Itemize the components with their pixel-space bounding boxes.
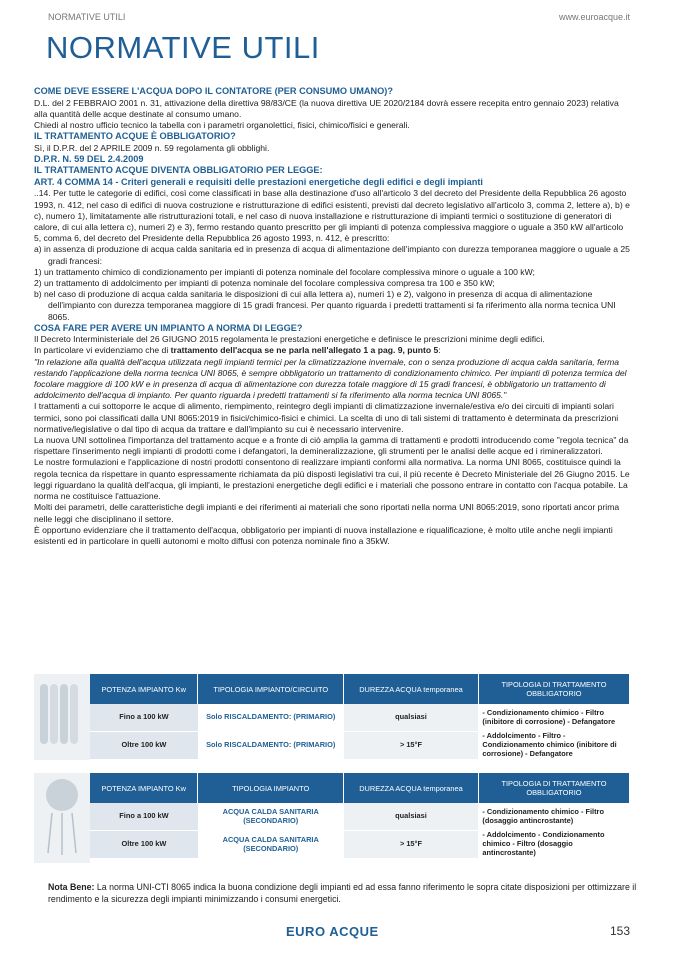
table-cell: Solo RISCALDAMENTO: (PRIMARIO) bbox=[198, 732, 344, 760]
emphasis: trattamento dell'acqua se ne parla nell'allegato 1 a pag. 9, punto 5 bbox=[170, 345, 439, 356]
table-heating bbox=[34, 674, 630, 760]
table-cell: - Condizionamento chimico - Filtro (inibitore di corrosione) - Defangatore bbox=[478, 704, 629, 732]
table-cell: - Addolcimento - Filtro - Condizionamento chimico (inibitore di corrosione) - Defangatore bbox=[478, 732, 629, 760]
table-row bbox=[90, 803, 630, 831]
section-heading: IL TRATTAMENTO ACQUE È OBBLIGATORIO? bbox=[34, 131, 236, 142]
table-header: POTENZA IMPIANTO Kw bbox=[90, 773, 198, 803]
paragraph: Sì, il D.P.R. del 2 APRILE 2009 n. 59 regolamenta gli obblighi. bbox=[34, 142, 270, 153]
section-heading: COSA FARE PER AVERE UN IMPIANTO A NORMA DI LEGGE? bbox=[34, 322, 303, 333]
section-heading: COME DEVE ESSERE L'ACQUA DOPO IL CONTATORE (PER CONSUMO UMANO)? bbox=[34, 86, 393, 96]
table-cell: Fino a 100 kW bbox=[90, 704, 198, 732]
table-cell: Solo RISCALDAMENTO: (PRIMARIO) bbox=[198, 704, 344, 732]
paragraph: È opportuno evidenziare che il trattamento dell'acqua, obbligatorio per impianti di nuova installazione e riqualificazione, è molto utile anche negli impianti esistenti ed in particolare in quelli autonomi e molto diffusi con potenza nominale fino a 35kW. bbox=[34, 524, 613, 546]
nota-text: La norma UNI-CTI 8065 indica la buona condizione degli impianti ed ad essa fanno riferimento le sopra citate disposizioni per ottimizzare il rendimento e la sicurezza degli impianti minimizzando i consumi energetici. bbox=[48, 882, 637, 904]
table-cell: > 15°F bbox=[344, 831, 479, 859]
paragraph: Molti dei parametri, delle caratteristiche degli impianti e dei riferimenti ai materiali che sono riportati nella norma UNI 8065:2019, sono riportati ancor prima nelle leggi che disciplinano il settore. bbox=[34, 502, 620, 524]
table-cell: qualsiasi bbox=[344, 803, 479, 831]
table-cell: > 15°F bbox=[344, 732, 479, 760]
table-cell: Oltre 100 kW bbox=[90, 831, 198, 859]
table-cell: Oltre 100 kW bbox=[90, 732, 198, 760]
table-sanitary-water bbox=[34, 773, 630, 863]
header-website: www.euroacque.it bbox=[558, 12, 630, 22]
paragraph bbox=[34, 345, 630, 356]
treatment-table bbox=[90, 674, 630, 760]
table-cell: ACQUA CALDA SANITARIA (SECONDARIO) bbox=[198, 831, 344, 859]
main-content bbox=[34, 86, 630, 547]
list-item: 1) un trattamento chimico di condizionamento per impianti di potenza nominale del focolare complessiva minore o uguale a 100 kW; bbox=[34, 266, 535, 277]
shower-image bbox=[34, 773, 90, 863]
text: : bbox=[438, 345, 441, 356]
brand-logo: EURO ACQUE bbox=[286, 924, 379, 939]
table-row bbox=[90, 831, 630, 859]
table-header: TIPOLOGIA IMPIANTO/CIRCUITO bbox=[198, 674, 344, 704]
shower-icon bbox=[34, 773, 90, 863]
radiator-icon bbox=[34, 674, 90, 760]
quote: "In relazione alla qualità dell'acqua utilizzata negli impianti termici per la climatizzazione invernale, con o senza produzione di acqua calda sanitaria, ferma restando l'applicazione della norma tecnica UNI 8065, è sempre obbligatorio un trattamento di condizionamento chimico. Per impianti di potenza termica del focolare maggiore di 100 kW e in presenza di acqua di alimentazione con durezza totale maggiore di 15 gradi francesi, è obbligatorio un trattamento di addolcimento dell'acqua di impianto. Per quanto riguarda i predetti trattamenti si fa riferimento alla norma tecnica UNI 8065." bbox=[34, 356, 627, 401]
page-title: NORMATIVE UTILI bbox=[46, 30, 320, 65]
section-heading: IL TRATTAMENTO ACQUE DIVENTA OBBLIGATORIO PER LEGGE: bbox=[34, 165, 323, 176]
table-header-row bbox=[90, 674, 630, 704]
nota-label: Nota Bene: bbox=[48, 882, 95, 892]
paragraph: La nuova UNI sottolinea l'importanza del trattamento acque e a fronte di ciò amplia la gamma di trattamenti e prodotti introducendo come "regola tecnica" da rispettare l'inserimento negli impianti di prodotti come i defangatori, la demineralizzazione, gli strumenti per le analisi delle acque ed i rimineralizzatori. bbox=[34, 435, 629, 457]
treatment-table bbox=[90, 773, 630, 859]
table-header: TIPOLOGIA DI TRATTAMENTO OBBLIGATORIO bbox=[478, 773, 629, 803]
table-header: TIPOLOGIA DI TRATTAMENTO OBBLIGATORIO bbox=[478, 674, 629, 704]
table-cell: - Addolcimento - Condizionamento chimico - Filtro (dosaggio antincrostante) bbox=[478, 831, 629, 859]
table-row bbox=[90, 732, 630, 760]
list-item: a) in assenza di produzione di acqua calda sanitaria ed in presenza di acqua di alimentazione dell'impianto con durezza temporanea maggiore o uguale a 25 gradi francesi: bbox=[34, 244, 630, 266]
table-header: POTENZA IMPIANTO Kw bbox=[90, 674, 198, 704]
table-header: DUREZZA ACQUA temporanea bbox=[344, 674, 479, 704]
table-header: TIPOLOGIA IMPIANTO bbox=[198, 773, 344, 803]
text: In particolare vi evidenziamo che di bbox=[34, 345, 171, 356]
paragraph: I trattamenti a cui sottoporre le acque di alimento, riempimento, reintegro degli impianti di climatizzazione invernale/estiva e/o dei circuiti di impianti solari termici, sono poi classificati dalla UNI 8065:2019 in fisici/chimico-fisici e chimici. La scelta di uno di tali sistemi di trattamento è determinata da prescrizioni normative/legislative o dal tipo di acqua da trattare e dall'impianto su cui è necessario intervenire. bbox=[34, 401, 619, 434]
page-header bbox=[48, 12, 630, 22]
radiator-image bbox=[34, 674, 90, 760]
header-section: NORMATIVE UTILI bbox=[48, 12, 126, 22]
page-number: 153 bbox=[609, 924, 630, 938]
table-row bbox=[90, 704, 630, 732]
table-header-row bbox=[90, 773, 630, 803]
paragraph: Chiedi al nostro ufficio tecnico la tabella con i parametri organolettici, fisici, chimico/fisici e generali. bbox=[34, 119, 410, 130]
list-item: b) nel caso di produzione di acqua calda sanitaria le disposizioni di cui alla lettera a), numeri 1) e 2), valgono in presenza di acqua di alimentazione dell'impianto con durezza temporanea maggiore di 15 gradi francesi. Per quanto riguarda i predetti trattamenti si fa riferimento alla norma tecnica UNI 8065. bbox=[34, 289, 616, 322]
table-cell: - Condizionamento chimico - Filtro (dosaggio antincrostante) bbox=[478, 803, 629, 831]
paragraph: Il Decreto Interministeriale del 26 GIUGNO 2015 regolamenta le prestazioni energetiche e definisce le prescrizioni minime degli edifici. bbox=[34, 334, 545, 345]
section-heading: D.P.R. N. 59 DEL 2.4.2009 bbox=[34, 153, 144, 164]
paragraph: Le nostre formulazioni e l'applicazione di nostri prodotti consentono di realizzare impianti conformi alla normativa. La norma UNI 8065, costituisce quindi la regola tecnica da rispettare in quanto espressamente richiamata da più disposti legislativi tra cui, il più recente è Decreto Ministeriale del 26 Giugno 2015. Le leggi riguardano la qualità dell'acqua, gli impianti, le prestazioni energetiche degli edifici e i materiali che possono entrare in contatto con l'acqua potabile. La norma ne costituisce l'attuazione. bbox=[34, 457, 630, 502]
section-heading: ART. 4 COMMA 14 - Criteri generali e requisiti delle prestazioni energetiche degli edifici e degli impianti bbox=[34, 176, 483, 187]
nota-bene bbox=[48, 882, 638, 905]
table-cell: Fino a 100 kW bbox=[90, 803, 198, 831]
paragraph: D.L. del 2 FEBBRAIO 2001 n. 31, attivazione della direttiva 98/83/CE (la nuova direttiva UE 2020/2184 dovrà essere recepita entro gennaio 2023) relativa alla quantità delle acque destinate al consumo umano. bbox=[34, 97, 619, 119]
list-item: 2) un trattamento di addolcimento per impianti di potenza nominale del focolare complessiva compresa tra 100 e 350 kW; bbox=[34, 277, 495, 288]
table-cell: qualsiasi bbox=[344, 704, 479, 732]
table-cell: ACQUA CALDA SANITARIA (SECONDARIO) bbox=[198, 803, 344, 831]
paragraph: ..14. Per tutte le categorie di edifici, così come classificati in base alla destinazione d'uso all'articolo 3 del decreto del Presidente della Repubblica 26 agosto 1993, n. 412, nel caso di edifici di nuova costruzione e ristrutturazione di edifici esistenti, previsti dal decreto legislativo all'articolo 3, comma 2, lettere a), b) e c), numero 1), limitatamente alle ristrutturazioni totali, e nel caso di nuova installazione e ristrutturazione di impianti termici o sostituzione di generatori di calore, di cui alla lettera c), numeri 2) e 3), fermo restando quanto prescritto per gli impianti di potenza complessiva maggiore o uguale a 350 kW all'articolo 5, comma 6, del decreto del Presidente della Repubblica 26 agosto 1993, n. 412, è prescritto: bbox=[34, 188, 630, 244]
table-header: DUREZZA ACQUA temporanea bbox=[344, 773, 479, 803]
